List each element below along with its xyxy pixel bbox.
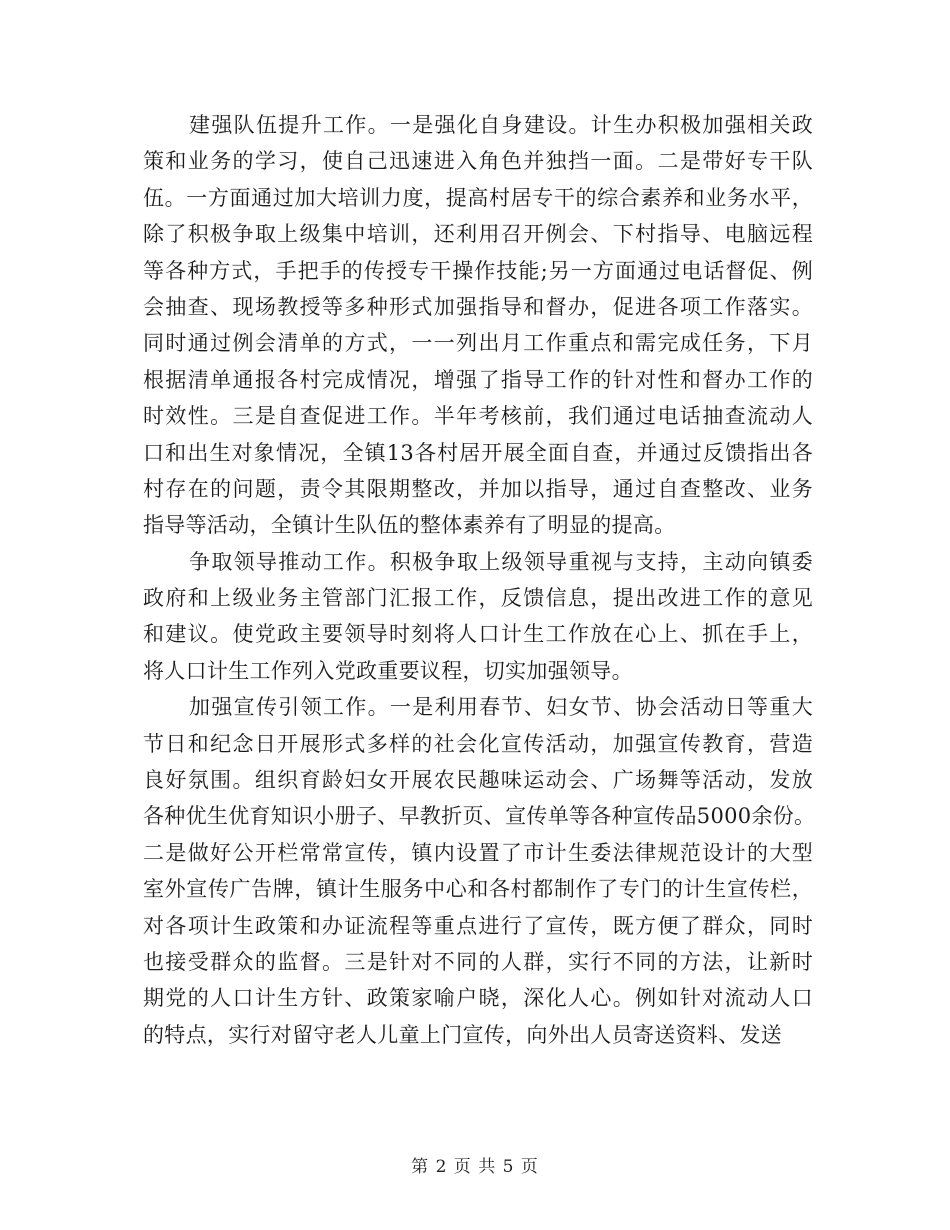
text-line: 对各项计生政策和办证流程等重点进行了宣传，既方便了群众，同时 [143, 913, 813, 938]
paragraph [143, 107, 813, 544]
text-line: 将人口计生工作列入党政重要议程，切实加强领导。 [143, 658, 633, 683]
page-footer: 第 2 页 共 5 页 [411, 1157, 539, 1177]
body-text [143, 107, 816, 1053]
text-line: 室外宣传广告牌，镇计生服务中心和各村都制作了专门的计生宣传栏， [143, 877, 813, 902]
text-line: 加强宣传引领工作。一是利用春节、妇女节、协会活动日等重大 [189, 695, 813, 720]
text-line: 口和出生对象情况，全镇13各村居开展全面自查，并通过反馈指出各 [143, 440, 813, 465]
text-line: 会抽查、现场教授等多种形式加强指导和督办，促进各项工作落实。 [143, 294, 813, 319]
text-line: 政府和上级业务主管部门汇报工作，反馈信息，提出改进工作的意见 [143, 586, 813, 611]
text-line: 节日和纪念日开展形式多样的社会化宣传活动，加强宣传教育，营造 [143, 731, 813, 756]
text-line: 根据清单通报各村完成情况，增强了指导工作的针对性和督办工作的 [143, 367, 813, 392]
text-line: 除了积极争取上级集中培训，还利用召开例会、下村指导、电脑远程 [143, 222, 813, 247]
text-line: 同时通过例会清单的方式，一一列出月工作重点和需完成任务，下月 [143, 331, 813, 356]
text-line: 良好氛围。组织育龄妇女开展农民趣味运动会、广场舞等活动，发放 [143, 768, 813, 793]
text-line: 伍。一方面通过加大培训力度，提高村居专干的综合素养和业务水平， [143, 185, 813, 210]
paragraph [143, 689, 816, 1053]
text-line: 争取领导推动工作。积极争取上级领导重视与支持，主动向镇委 [189, 549, 813, 574]
text-line: 策和业务的学习，使自己迅速进入角色并独挡一面。二是带好专干队 [143, 149, 813, 174]
text-line: 和建议。使党政主要领导时刻将人口计生工作放在心上、抓在手上， [143, 622, 813, 647]
text-line: 也接受群众的监督。三是针对不同的人群，实行不同的方法，让新时 [143, 949, 813, 974]
text-line: 等各种方式，手把手的传授专干操作技能;另一方面通过电话督促、例 [143, 258, 813, 283]
text-line: 建强队伍提升工作。一是强化自身建设。计生办积极加强相关政 [189, 113, 813, 137]
text-line: 的特点，实行对留守老人儿童上门宣传，向外出人员寄送资料、发送 [143, 1022, 782, 1047]
text-line: 村存在的问题，责令其限期整改，并加以指导，通过自查整改、业务 [143, 476, 813, 501]
text-line: 各种优生优育知识小册子、早教折页、宣传单等各种宣传品5000余份。 [143, 804, 816, 829]
text-line: 二是做好公开栏常常宣传，镇内设置了市计生委法律规范设计的大型 [143, 840, 813, 865]
text-line: 期党的人口计生方针、政策家喻户晓，深化人心。例如针对流动人口 [143, 986, 813, 1011]
paragraph [143, 544, 813, 690]
text-line: 指导等活动，全镇计生队伍的整体素养有了明显的提高。 [143, 513, 676, 538]
text-line: 时效性。三是自查促进工作。半年考核前，我们通过电话抽查流动人 [143, 404, 813, 429]
